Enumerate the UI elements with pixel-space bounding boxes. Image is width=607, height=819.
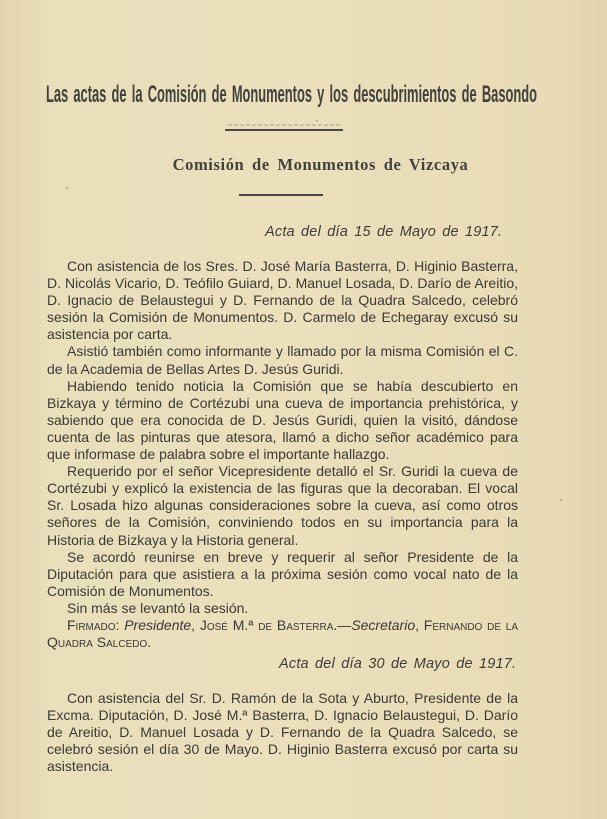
acta-1-paragraph: Requerido por el señor Vicepresidente detalló el Sr. Guridi la cueva de Cortézubi y explicó la existencia de las figuras que la decoraban. El vocal Sr. Losada hizo algunas consideraciones sobre la cueva, así como otros señores de la Comisión, conviniendo todos en su importancia para la Historia de Bizkaya y la Historia general. <box>47 463 518 548</box>
acta-2-body <box>47 690 518 775</box>
section-heading: Comisión de Monumentos de Vizcaya <box>172 155 469 174</box>
scan-speck <box>316 120 318 122</box>
signature-name-president: José M.ª de Basterra.— <box>199 616 352 633</box>
signature-name-secretary: Fernando de la Quadra Salcedo. <box>47 616 518 651</box>
scan-speck <box>66 187 68 189</box>
acta-1-paragraph: Asistió también como informante y llamado por la misma Comisión el C. de la Academia de Bellas Artes D. Jesús Guridi. <box>47 343 518 377</box>
acta-1-signature: Firmado: Presidente, José M.ª de Basterra.—Secretario, Fernando de la Quadra Salcedo. <box>47 616 518 651</box>
acta-1-body <box>47 258 518 651</box>
acta-1-paragraph: Con asistencia de los Sres. D. José María Basterra, D. Higinio Basterra, D. Nicolás Vicario, D. Teófilo Guiard, D. Manuel Losada, D. Darío de Areitio, D. Ignacio de Belaustegui y D. Fernando de la Quadra Salcedo, celebró sesión la Comisión de Monumentos. D. Carmelo de Echegaray excusó su asistencia por carta. <box>47 258 518 343</box>
article-title-text: Las actas de la Comisión de Monumentos y los descubrimientos de Basondo <box>46 81 537 108</box>
signature-role-secretary: Secretario <box>351 616 416 633</box>
acta-1-paragraph: Habiendo tenido noticia la Comisión que se había descubierto en Bizkaya y término de Cortézubi una cueva de importancia prehistórica, y sabiendo que era conocida de D. Jesús Guridi, quien la visitó, dándose cuenta de las pinturas que atesora, llamó a dicho señor académico para que informase de palabra sobre el importante hallazgo. <box>47 377 518 463</box>
scan-speck <box>560 499 562 501</box>
acta-1-date: Acta del día 15 de Mayo de 1917. <box>265 224 503 240</box>
signature-role-president: Presidente <box>124 616 192 633</box>
section-divider <box>239 194 323 196</box>
signature-label: Firmado: <box>67 616 120 633</box>
acta-1-paragraph: Se acordó reunirse en breve y requerir al señor Presidente de la Diputación para que asistiera a la próxima sesión como vocal nato de la Comisión de Monumentos. <box>47 548 518 599</box>
acta-1-paragraph: Sin más se levantó la sesión. <box>67 599 249 616</box>
title-ornament <box>228 124 340 126</box>
acta-2-paragraph: Con asistencia del Sr. D. Ramón de la Sota y Aburto, Presidente de la Excma. Diputación, D. José M.ª Basterra, D. Ignacio Belaustegui, D. Darío de Areitio, D. Manuel Losada y D. Fernando de la Quadra Salcedo, se celebró sesión el día 30 de Mayo. D. Higinio Basterra excusó por carta su asistencia. <box>47 690 518 775</box>
title-divider <box>225 129 343 131</box>
article-title <box>46 80 537 110</box>
acta-2-date: Acta del día 30 de Mayo de 1917. <box>279 656 517 672</box>
